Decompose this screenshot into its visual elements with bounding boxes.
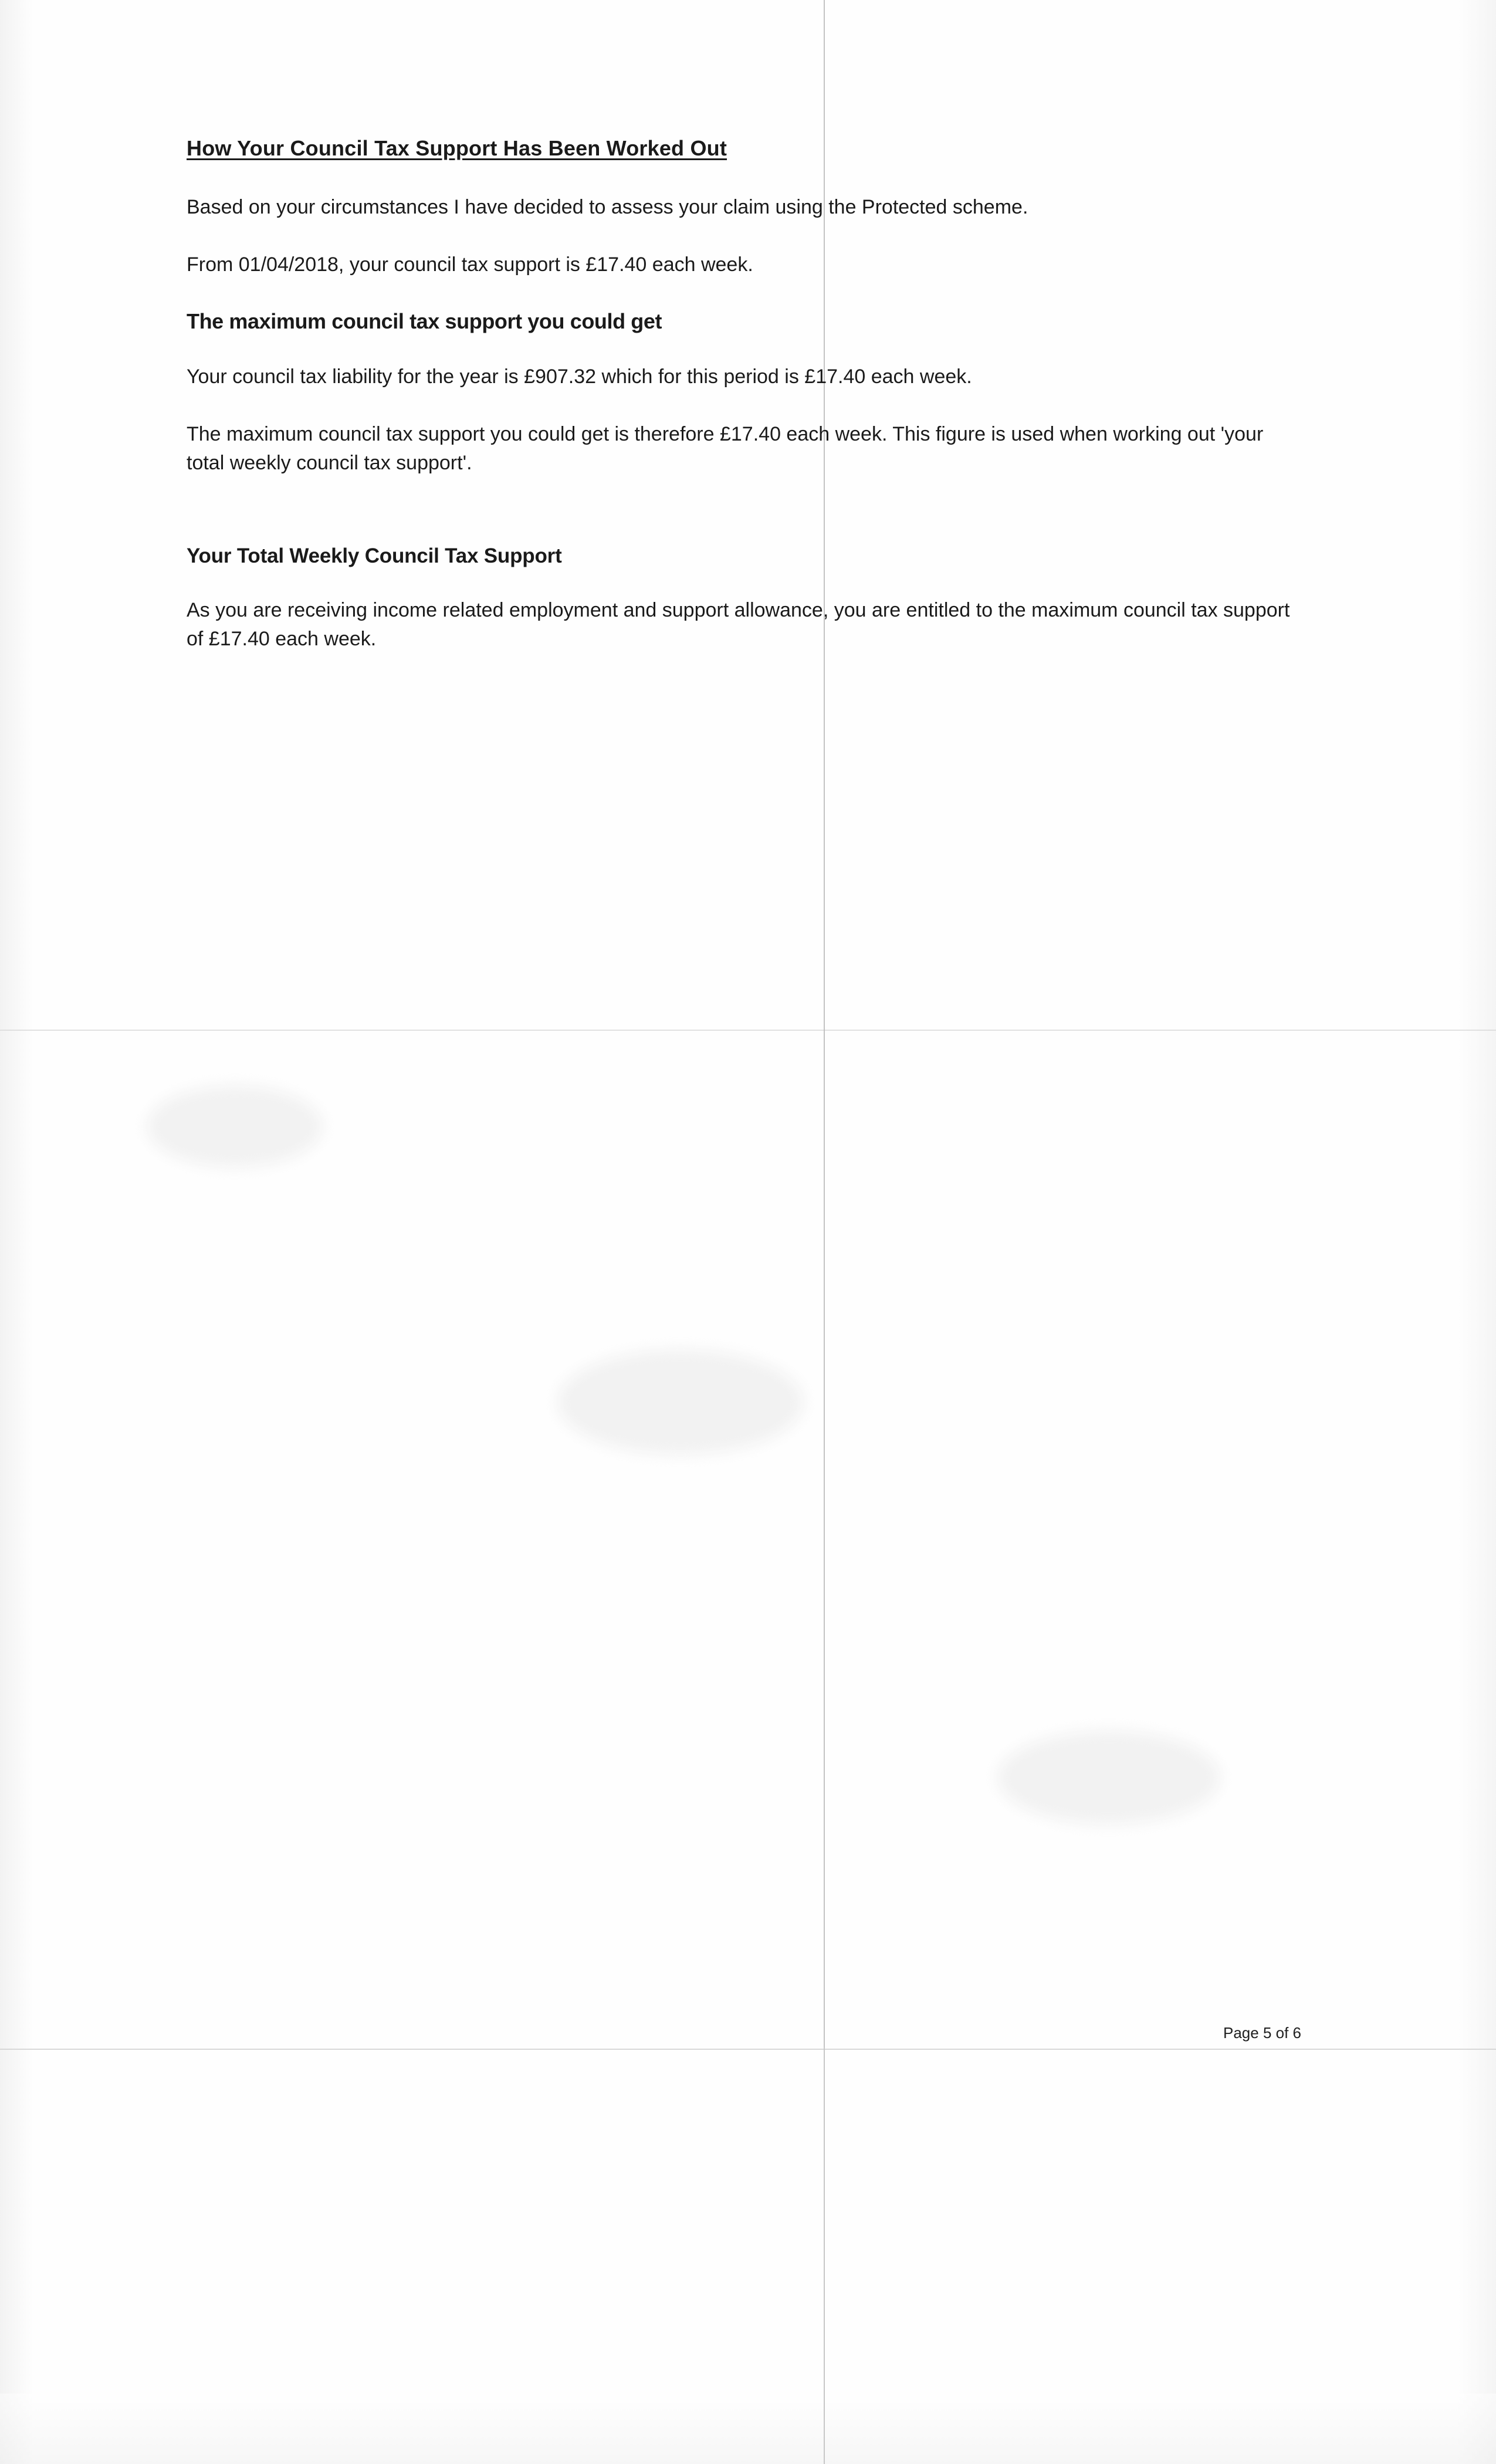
scan-edge-left (0, 0, 35, 2464)
scan-smudge (997, 1731, 1220, 1825)
scan-smudge (147, 1085, 323, 1167)
scan-edge-bottom (0, 2394, 1496, 2464)
document-body (187, 135, 1301, 2042)
page-title: How Your Council Tax Support Has Been Worked Out (187, 136, 727, 160)
scan-smudge (557, 1349, 804, 1455)
paragraph-liability: Your council tax liability for the year is £907.32 which for this period is £17.40 each week. (187, 365, 972, 388)
fold-crease-upper (0, 1030, 1496, 1031)
fold-crease-lower (0, 2049, 1496, 2050)
scan-edge-right (1455, 0, 1496, 2464)
paragraph-intro: Based on your circumstances I have decided to assess your claim using the Protected scheme. (187, 195, 1028, 218)
paragraph-effective-date: From 01/04/2018, your council tax support is £17.40 each week. (187, 253, 753, 276)
section-spacer (187, 506, 1301, 543)
paragraph-maximum-support: The maximum council tax support you could get is therefore £17.40 each week. This figure is used when working out 'your total weekly council tax support'. (187, 423, 1264, 474)
paragraph-total-weekly-support: As you are receiving income related employment and support allowance, you are entitled to the maximum council tax support of £17.40 each week. (187, 599, 1290, 650)
section-heading-total-weekly-support: Your Total Weekly Council Tax Support (187, 544, 562, 567)
section-heading-maximum-support: The maximum council tax support you could get (187, 309, 662, 334)
page-footer-number: Page 5 of 6 (1223, 2024, 1301, 2042)
fold-crease-vertical-lower (824, 2047, 825, 2464)
